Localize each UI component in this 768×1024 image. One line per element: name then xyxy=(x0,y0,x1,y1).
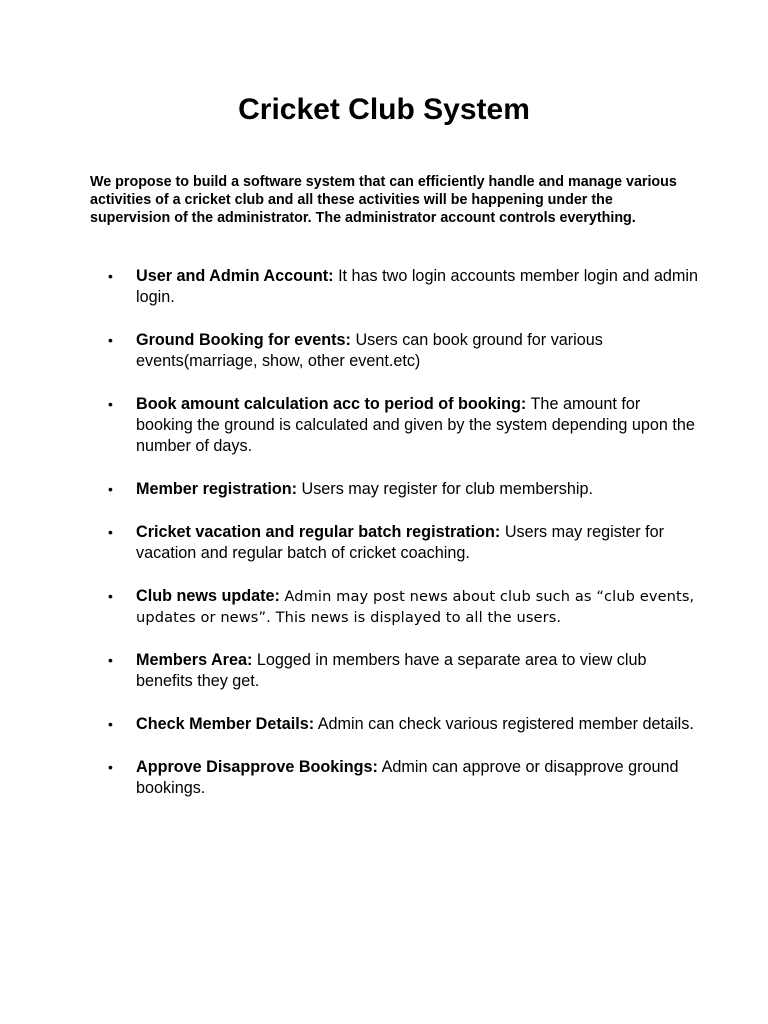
bullet-icon: • xyxy=(108,716,113,732)
bullet-icon: • xyxy=(108,396,113,412)
bullet-icon: • xyxy=(108,524,113,540)
feature-description: Admin can check various registered member details. xyxy=(317,715,694,733)
feature-title: Club news update: xyxy=(136,587,280,605)
feature-title: Book amount calculation acc to period of booking: xyxy=(136,395,527,413)
feature-title: Ground Booking for events: xyxy=(136,331,351,349)
intro-paragraph: We propose to build a software system that can efficiently handle and manage various activities of a cricket club and all these activities will be happening under the supervision of the administrator. The administrator account controls everything. xyxy=(90,174,677,226)
feature-item-ground-booking xyxy=(108,330,698,372)
feature-title: Approve Disapprove Bookings: xyxy=(136,758,378,776)
feature-item-check-member-details xyxy=(108,714,698,735)
bullet-icon: • xyxy=(108,481,113,497)
bullet-icon: • xyxy=(108,268,113,284)
feature-title: Member registration: xyxy=(136,480,298,498)
feature-description: Logged in members have a separate area to view club benefits they get. xyxy=(136,651,647,690)
feature-item-batch-registration xyxy=(108,522,698,564)
bullet-icon: • xyxy=(108,332,113,348)
feature-description: Admin may post news about club such as “club events, updates or news”. This news is displayed to all the users. xyxy=(136,588,695,626)
document-title: Cricket Club System xyxy=(238,93,530,126)
bullet-icon: • xyxy=(108,588,113,604)
feature-item-club-news-update xyxy=(108,586,698,628)
feature-item-user-admin-account xyxy=(108,266,698,308)
feature-description: Users can book ground for various events(marriage, show, other event.etc) xyxy=(136,331,603,370)
bullet-icon: • xyxy=(108,652,113,668)
feature-title: Check Member Details: xyxy=(136,715,315,733)
feature-description: The amount for booking the ground is calculated and given by the system depending upon the number of days. xyxy=(136,395,695,455)
feature-description: Users may register for vacation and regular batch of cricket coaching. xyxy=(136,523,665,562)
bullet-icon: • xyxy=(108,759,113,775)
feature-title: Members Area: xyxy=(136,651,253,669)
feature-title: Cricket vacation and regular batch registration: xyxy=(136,523,501,541)
feature-description: It has two login accounts member login and admin login. xyxy=(136,267,698,306)
feature-description: Users may register for club membership. xyxy=(301,480,593,498)
feature-item-book-amount-calculation xyxy=(108,394,698,457)
feature-title: User and Admin Account: xyxy=(136,267,334,285)
feature-description: Admin can approve or disapprove ground bookings. xyxy=(136,758,679,797)
feature-item-approve-disapprove-bookings xyxy=(108,757,698,799)
feature-list xyxy=(108,266,698,821)
feature-item-member-registration xyxy=(108,479,698,500)
feature-item-members-area xyxy=(108,650,698,692)
